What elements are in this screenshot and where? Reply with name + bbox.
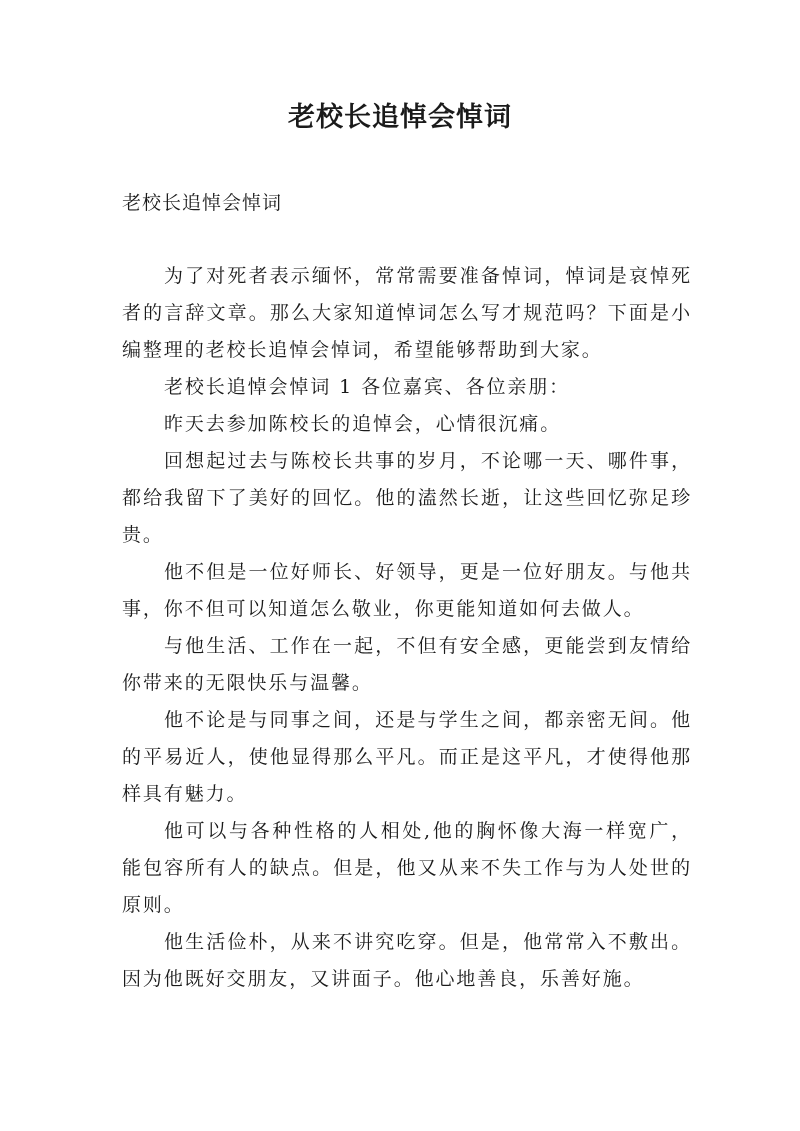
- document-body: [122, 258, 692, 998]
- document-subtitle: 老校长追悼会悼词: [122, 192, 283, 214]
- paragraph: 为了对死者表示缅怀，常常需要准备悼词，悼词是哀悼死者的言辞文章。那么大家知道悼词怎么写才规范吗？下面是小编整理的老校长追悼会悼词，希望能够帮助到大家。: [122, 265, 692, 361]
- paragraph: 他生活俭朴，从来不讲究吃穿。但是，他常常入不敷出。因为他既好交朋友，又讲面子。他心地善良，乐善好施。: [122, 931, 692, 990]
- paragraph: 昨天去参加陈校长的追悼会，心情很沉痛。: [164, 413, 562, 435]
- paragraph: 与他生活、工作在一起，不但有安全感，更能尝到友情给你带来的无限快乐与温馨。: [122, 635, 692, 694]
- paragraph: 他不论是与同事之间，还是与学生之间，都亲密无间。他的平易近人，使他显得那么平凡。而正是这平凡，才使得他那样具有魅力。: [122, 709, 692, 805]
- paragraph: 回想起过去与陈校长共事的岁月，不论哪一天、哪件事，都给我留下了美好的回忆。他的溘然长逝，让这些回忆弥足珍贵。: [122, 450, 692, 546]
- document-title: 老校长追悼会悼词: [288, 102, 512, 133]
- paragraph: 他可以与各种性格的人相处,他的胸怀像大海一样宽广，能包容所有人的缺点。但是，他又从来不失工作与为人处世的原则。: [122, 820, 692, 916]
- paragraph: 老校长追悼会悼词 1 各位嘉宾、各位亲朋：: [164, 376, 571, 398]
- paragraph: 他不但是一位好师长、好领导，更是一位好朋友。与他共事，你不但可以知道怎么敬业，你更能知道如何去做人。: [122, 561, 692, 620]
